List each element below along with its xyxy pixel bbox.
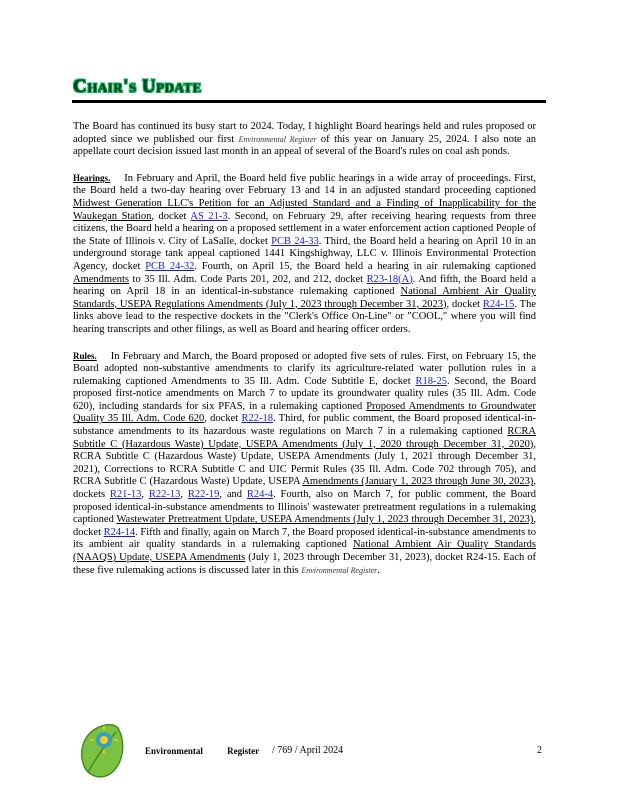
caption-naaqs-update: National Ambient Air Quality Standards (NAAQS) Update, USEPA Amendments bbox=[73, 539, 536, 563]
caption-rcra-2020: RCRA Subtitle C (Hazardous Waste) Update, USEPA Amendments (July 1, 2020 through December 31, 2020) bbox=[73, 426, 536, 450]
rules-paragraph bbox=[73, 350, 536, 578]
rules-text: . Third, for public comment, the Board proposed identical-in-substance amendments to its hazardous waste regulations on March 7 in a rulemaking captioned bbox=[73, 413, 536, 438]
hearings-text: . Second, on February 29, after receiving hearing requests from three citizens, the Board held a hearing on a proposed settlement in a water enforcement action captioned People of the State of Illinois v. City of LaSalle, docket bbox=[73, 210, 536, 247]
rules-text: . Second, the Board proposed first-notice amendments on March 7 to update its groundwater quality rules (35 Ill. Adm. Code 620), including standards for six PFAS, in a rulemaking captioned bbox=[73, 375, 536, 412]
intro-text: of this year on January 25, 2024. I also note an appellate court decision issued last month in an appeal of several of the Board's rules on coal ash ponds. bbox=[73, 133, 536, 158]
hearings-text: , docket bbox=[446, 298, 483, 310]
docket-link-r22-18[interactable]: R22-18 bbox=[241, 413, 273, 425]
rules-text: , bbox=[180, 489, 188, 501]
caption-groundwater: Proposed Amendments to Groundwater Quality 35 Ill. Adm. Code 620 bbox=[73, 400, 536, 425]
docket-link-pcb-24-33[interactable]: PCB 24-33 bbox=[271, 235, 319, 247]
title-rule bbox=[72, 100, 546, 103]
page-title: Chair's Update bbox=[73, 76, 202, 97]
footer-issue: / 769 / April 2024 bbox=[272, 745, 344, 756]
docket-link-r24-4[interactable]: R24-4 bbox=[246, 489, 274, 501]
hearings-text: In February and April, the Board held five public hearings in a wide array of proceedings. First, the Board held a two-day hearing over February 13 and 14 in an adjusted standard proceeding captioned bbox=[73, 172, 536, 197]
article-body bbox=[73, 121, 536, 590]
rules-text: , and bbox=[219, 489, 247, 501]
rules-text: , RCRA Subtitle C (Hazardous Waste) Update, USEPA Amendments (July 1, 2021 through December 31, 2021), Corrections to RCRA Subtitle C and UIC Permit Rules (35 Ill. Adm. Code 702 through 705), and RCRA Subtitle C (Hazardous Waste) Update, USEPA bbox=[73, 438, 536, 488]
docket-link-r22-19[interactable]: R22-19 bbox=[187, 489, 220, 501]
page-number: 2 bbox=[537, 745, 542, 756]
docket-link-pcb-24-32[interactable]: PCB 24-32 bbox=[145, 260, 195, 272]
rules-heading: Rules. bbox=[73, 350, 97, 361]
hearings-text: . And fifth, the Board held a hearing on April 18 in an identical-in-substance rulemaking captioned bbox=[73, 273, 536, 298]
leaf-logo-icon bbox=[74, 720, 130, 782]
journal-name: Environmental Register bbox=[301, 565, 378, 575]
intro-text: The Board has continued its busy start to 2024. Today, I highlight Board hearings held and rules proposed or adopted since we published our first bbox=[73, 121, 536, 145]
hearings-text: to 35 Ill. Adm. Code Parts 201, 202, and 212, docket bbox=[129, 273, 367, 285]
caption-amendments: Amendments bbox=[73, 273, 129, 285]
journal-name: Environmental Register bbox=[238, 134, 317, 144]
page-footer bbox=[0, 740, 618, 780]
docket-link-r24-15[interactable]: R24-15 bbox=[482, 298, 515, 310]
rules-text: . Fourth, also on March 7, for public comment, the Board proposed identical-in-substance amendments to Illinois' wastewater pretreatment regulations in a rulemaking captioned bbox=[73, 489, 537, 526]
rules-text: , bbox=[141, 489, 149, 501]
hearings-text: , docket bbox=[151, 210, 191, 222]
docket-link-r23-18a[interactable]: R23-18(A) bbox=[366, 273, 413, 285]
caption-rcra-2023: Amendments (January 1, 2023 through June 30, 2023) bbox=[302, 476, 534, 488]
rules-text: . bbox=[377, 564, 380, 576]
rules-text: (July 1, 2023 through December 31, 2023), docket R24-15. Each of these five rulemaking actions is discussed later in this bbox=[73, 552, 536, 576]
caption-wastewater: Wastewater Pretreatment Update, USEPA Amendments (July 1, 2023 through December 31, 2023) bbox=[116, 514, 534, 526]
rules-text: , docket bbox=[73, 514, 536, 538]
hearings-text: . The links above lead to the respective dockets in the "Clerk's Office On-Line" or "COOL," where you will find hearing transcripts and other filings, as well as Board and hearing officer orders. bbox=[73, 298, 537, 335]
caption-midwest-generation: Midwest Generation LLC's Petition for an Adjusted Standard and a Finding of Inapplicability for the Waukegan Station bbox=[73, 197, 536, 222]
rules-text: . Fifth and finally, again on March 7, the Board proposed identical-in-substance amendments to its ambient air quality standards in a rulemaking captioned bbox=[73, 526, 536, 551]
docket-link-r21-13[interactable]: R21-13 bbox=[109, 489, 142, 501]
caption-naaqs: National Ambient Air Quality Standards, USEPA Regulations Amendments (July 1, 2023 through December 31, 2023) bbox=[73, 286, 536, 310]
hearings-heading: Hearings. bbox=[73, 172, 111, 183]
rules-text: , docket bbox=[204, 413, 242, 425]
hearings-paragraph bbox=[73, 172, 536, 337]
hearings-text: . Third, the Board held a hearing on April 10 in an underground storage tank appeal captioned 1441 Kingshighway, LLC v. Illinois Environmental Protection Agency, docket bbox=[73, 235, 537, 272]
docket-link-as-21-3[interactable]: AS 21-3 bbox=[190, 210, 228, 222]
rules-text: In February and March, the Board proposed or adopted five sets of rules. First, on February 15, the Board adopted non-substantive amendments to clarify its agriculture-related water pollution rules in a rulemaking captioned Amendments to 35 Ill. Adm. Code Subtitle E, docket bbox=[73, 350, 536, 387]
docket-link-r24-14[interactable]: R24-14 bbox=[103, 526, 136, 538]
rules-text: , dockets bbox=[73, 476, 536, 501]
footer-journal-name: Environmental Register bbox=[145, 746, 260, 756]
hearings-text: . Fourth, on April 15, the Board held a hearing in air rulemaking captioned bbox=[194, 260, 536, 272]
docket-link-r18-25[interactable]: R18-25 bbox=[415, 375, 447, 387]
docket-link-r22-13[interactable]: R22-13 bbox=[148, 489, 181, 501]
intro-paragraph bbox=[73, 121, 536, 159]
